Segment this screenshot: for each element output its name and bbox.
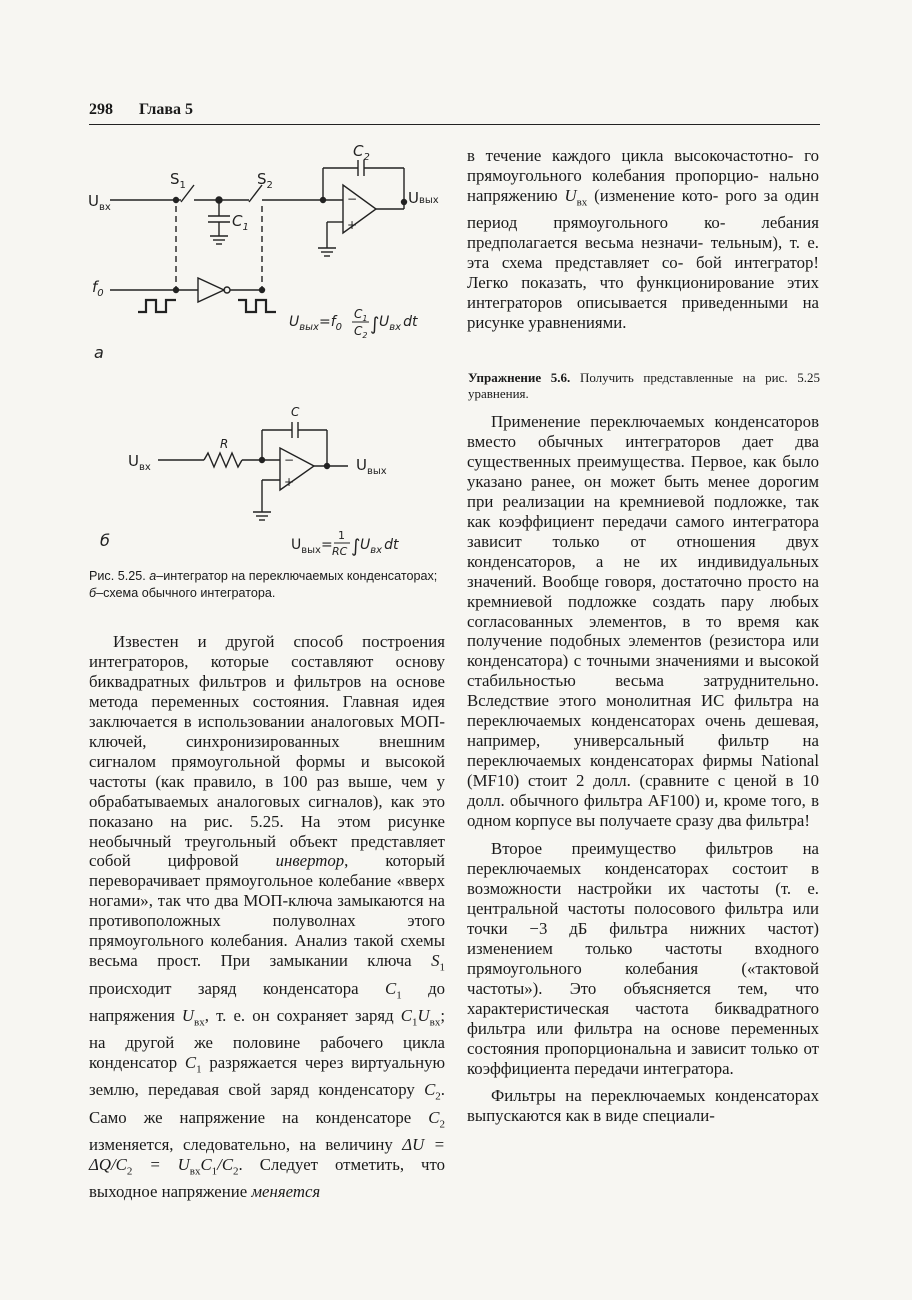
label-uvx-b: $U_{вх}$: [128, 452, 151, 473]
label-c1: $C_1$: [232, 212, 249, 233]
opamp-minus-label: −: [347, 192, 358, 206]
exercise-block: [468, 370, 820, 402]
svg-text:Uвхdt: $U_{вх}$ dt: [360, 537, 399, 556]
svg-text:1: 1: [338, 529, 345, 542]
page-number: 298: [89, 101, 113, 118]
label-uvyx: Uвых: [408, 189, 439, 207]
square-wave-clock: [138, 300, 176, 312]
paragraph-right-1: Применение переключаемых конденсаторов вместо обычных интеграторов дает два существенных преимущества. Первое, как было указано ранее, он может быть менее дорогим при реализации на кремниевой подложке, так как коэффициент передачи самого интегратора зависит только от отношения двух конденсаторов, а не их индивидуальных значений. Вообще говоря, достаточно просто на кремниевой подложке создать пару любых согласованных элементов, в то время как получение подобных элементов (резистора или конденсатора) с точными значениями и высокой стабильностью весьма затруднительно. Вследствие этого монолитная ИС фильтра на переключаемых конденсаторах очень дешевая, например, универсальный фильтр на переключаемых конденсаторах фирмы National (MF10) стоит 2 долл. (сравните с ценой в 10 долл. обычного фильтра AF100) и, кроме того, в одном корпусе вы получаете сразу два фильтра!: [467, 412, 819, 831]
paragraph-right-3: Фильтры на переключаемых конденсаторах выпускаются как в виде специали-: [467, 1086, 819, 1126]
svg-text:Uвхdt: $U_{вх}$ dt: [379, 314, 418, 333]
exercise-text: Получить представленные на рис. 5.25 уравнения.: [468, 370, 820, 401]
figure-b-conventional-integrator: [86, 400, 436, 565]
chapter-title: Глава 5: [139, 101, 193, 118]
label-uvyx-b: $U_{вых}$: [356, 456, 387, 477]
svg-text:C2: $C_2$: [354, 324, 368, 340]
label-s1: $S_1$: [170, 170, 186, 191]
label-c: C: [291, 405, 300, 419]
square-wave-inverted: [238, 300, 276, 312]
label-f0: $f_0$: [92, 278, 104, 299]
page-header: [89, 100, 820, 125]
integral-sign: ∫: [370, 314, 380, 335]
svg-text:RC: RC: [332, 545, 348, 558]
panel-label-a: а: [94, 343, 104, 362]
paragraph-left-1: Известен и другой способ построения интеграторов, которые составляют основу биквадратных фильтров и фильтров на основе метода переменных состояния. Главная идея заключается в использовании аналоговых МОП-ключей, синхронизированных внешним сигналом прямоугольной формы и высокой частоты (как правило, в 100 раз выше, чем у обрабатываемых аналоговых сигналов), как это показано на рис. 5.25. На этом рисунке необычный треугольный объект представляет собой цифровой инвертор, который переворачивает прямоугольное колебание «вверх ногами», так что два МОП-ключа замыкаются на противоположных полуволнах этого прямоугольного колебания. Анализ такой схемы весьма прост. При замыкании ключа $S_1$ происходит заряд конденсатора $C_1$ до напряжения $U_{вх}$, т. е. он сохраняет заряд $C_1U_{вх}$; на другой же половине рабочего цикла конденсатор $C_1$ разряжается через виртуальную землю, передавая свой заряд конденсатору $C_2$. Само же напряжение на конденсаторе $C_2$ изменяется, следовательно, на величину $\Delta U = \Delta Q/C_2 = U_{вх}C_1/C_2$. Следует отметить, что выходное напряжение меняется: [89, 632, 446, 1202]
opamp-b-minus-label: −: [284, 453, 295, 467]
integral-sign-b: ∫: [351, 536, 361, 557]
paragraph-right-2: Второе преимущество фильтров на переключаемых конденсаторах состоит в возможности настройки их частоты (т. е. центральной частоты полосового фильтра или точки −3 дБ фильтра нижних частот) изменением только частоты входного прямоугольного колебания («тактовой частоты»). Это объясняется тем, что характеристическая частота биквадратного фильтра или фильтра на основе переменных состояния пропорциональна и зависит только от коэффициента передачи интегратора.: [467, 839, 819, 1078]
column-right-top-text: в течение каждого цикла высокочастотно- го прямоугольного колебания пропорцио- нально напряжению $U_{вх}$ (изменение кото- рого за один период прямоугольного ко- лебания предполагается весьма незначи- тельным), т. е. эта схема представляет со- бой интегратор! Легко показать, что функционирование этих интеграторов описывается приведенными на рисунке уравнениями.: [467, 146, 820, 332]
label-uvx: $U_{вх}$: [88, 192, 111, 213]
column-right-body: [467, 412, 819, 1126]
formula-b: $U_{вых}=$: [291, 537, 333, 556]
formula-a: $U_{вых}=f_0$: [289, 314, 343, 333]
exercise-label: Упражнение 5.6.: [468, 370, 571, 385]
column-left-body: [89, 632, 445, 1202]
figure-a-switched-capacitor-integrator: [86, 140, 439, 375]
opamp-plus-label: +: [347, 218, 358, 232]
svg-text:C1: $C_1$: [354, 307, 368, 323]
label-r: R: [220, 437, 229, 451]
label-c2: $C_2$: [353, 142, 370, 163]
panel-label-b: б: [100, 531, 110, 550]
label-s2: $S_2$: [257, 170, 273, 191]
opamp-b-plus-label: +: [284, 475, 295, 489]
figure-caption: Рис. 5.25. а–интегратор на переключаемых конденсаторах; б–схема обычного интегратора.: [89, 569, 438, 600]
inverter-triangle: [198, 278, 224, 302]
resistor-r: [204, 453, 242, 467]
